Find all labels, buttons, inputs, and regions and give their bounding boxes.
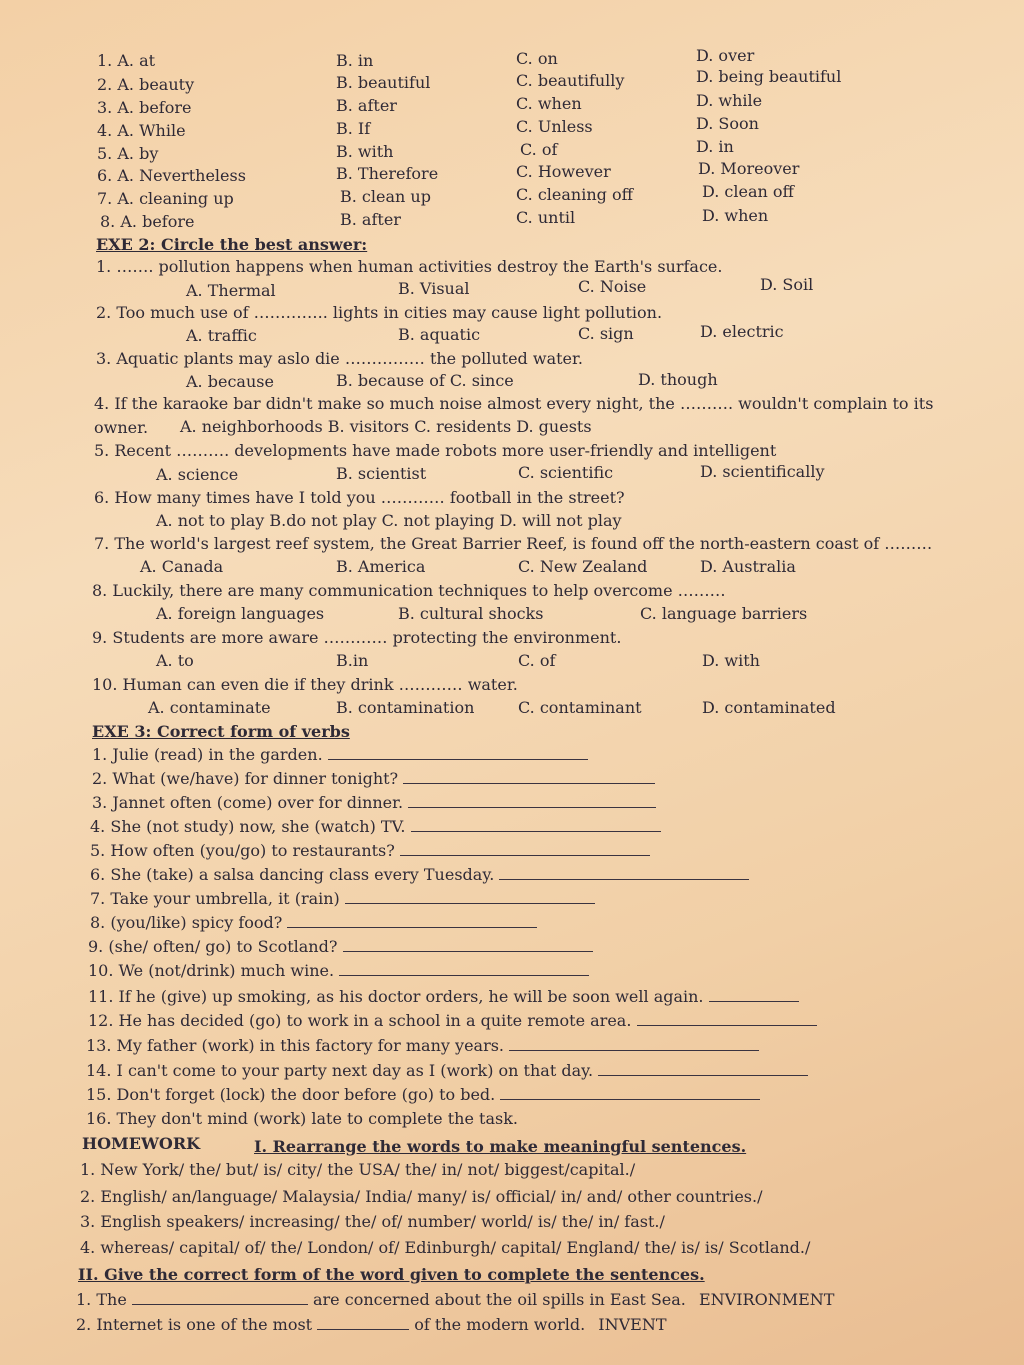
- ex2-option[interactable]: A. foreign languages: [156, 604, 325, 623]
- word-form-item: [76, 1290, 834, 1310]
- ex2-option[interactable]: C. language barriers: [640, 604, 808, 623]
- word-form-keyword: ENVIRONMENT: [698, 1290, 835, 1309]
- ex3-heading: EXE 3: Correct form of verbs: [92, 722, 350, 741]
- ex3-item: [90, 841, 650, 861]
- ex2-options[interactable]: A. neighborhoods B. visitors C. residents D. guests: [180, 417, 592, 436]
- ex2-question: 9. Students are more aware ………… protecting the environment.: [92, 628, 622, 647]
- answer-blank[interactable]: [328, 745, 588, 760]
- ex3-item-text: 5. How often (you/go) to restaurants?: [90, 841, 395, 860]
- ex3-item-text: 6. She (take) a salsa dancing class every Tuesday.: [90, 865, 495, 884]
- ex2-question: 1. ……. pollution happens when human activities destroy the Earth's surface.: [96, 257, 723, 276]
- ex1-option-a[interactable]: 2. A. beauty: [97, 75, 195, 94]
- ex1-option-a[interactable]: 8. A. before: [100, 212, 195, 231]
- ex1-option-b[interactable]: B. after: [336, 96, 397, 115]
- ex2-option[interactable]: A. contaminate: [148, 698, 271, 717]
- rearrange-item: 4. whereas/ capital/ of/ the/ London/ of/ Edinburgh/ capital/ England/ the/ is/ is/ Scotland./: [80, 1238, 811, 1257]
- ex3-item-text: 16. They don't mind (work) late to complete the task.: [86, 1109, 518, 1128]
- ex1-option-b[interactable]: B. beautiful: [336, 73, 431, 92]
- ex3-item: [86, 1085, 760, 1105]
- ex1-option-d[interactable]: D. over: [696, 46, 755, 65]
- homework-part2-heading: II. Give the correct form of the word given to complete the sentences.: [78, 1265, 705, 1284]
- ex2-option[interactable]: C. New Zealand: [518, 557, 648, 576]
- ex1-option-c[interactable]: C. when: [516, 94, 582, 113]
- ex3-item: [88, 937, 593, 957]
- ex3-item-text: 10. We (not/drink) much wine.: [88, 961, 335, 980]
- ex2-option[interactable]: D. electric: [700, 322, 784, 341]
- ex3-item: [88, 961, 589, 981]
- homework-part1-heading: I. Rearrange the words to make meaningful sentences.: [254, 1137, 747, 1156]
- ex2-question: 10. Human can even die if they drink ………… water.: [92, 675, 518, 694]
- ex3-item-text: 3. Jannet often (come) over for dinner.: [92, 793, 404, 812]
- ex1-option-a[interactable]: 6. A. Nevertheless: [97, 166, 246, 185]
- ex3-item: [90, 865, 749, 885]
- ex3-item: [90, 817, 661, 837]
- ex3-item: [86, 1109, 518, 1129]
- ex2-option[interactable]: B. contamination: [336, 698, 475, 717]
- ex3-item: [92, 745, 588, 765]
- ex3-item-text: 12. He has decided (go) to work in a school in a quite remote area.: [88, 1011, 632, 1030]
- ex2-option[interactable]: C. of: [518, 651, 556, 670]
- ex3-item: [86, 1061, 808, 1081]
- ex2-option[interactable]: D. with: [702, 651, 760, 670]
- ex2-options[interactable]: A. not to play B.do not play C. not playing D. will not play: [156, 511, 622, 530]
- ex1-option-d[interactable]: D. in: [696, 137, 734, 156]
- ex2-option[interactable]: A. to: [156, 651, 194, 670]
- homework-label: HOMEWORK: [82, 1134, 201, 1153]
- answer-blank[interactable]: [709, 987, 799, 1002]
- ex2-option[interactable]: B. America: [336, 557, 426, 576]
- ex1-option-d[interactable]: D. when: [702, 206, 769, 225]
- ex1-option-d[interactable]: D. Soon: [696, 114, 759, 133]
- answer-blank[interactable]: [499, 865, 749, 880]
- ex3-item-text: 9. (she/ often/ go) to Scotland?: [88, 937, 338, 956]
- ex1-option-c[interactable]: C. of: [520, 140, 558, 159]
- ex2-question-cont: owner.: [94, 418, 149, 437]
- answer-blank[interactable]: [403, 769, 655, 784]
- ex1-option-c[interactable]: C. on: [516, 49, 558, 68]
- answer-blank[interactable]: [637, 1011, 817, 1026]
- answer-blank[interactable]: [345, 889, 595, 904]
- word-form-text-end: of the modern world.: [414, 1315, 586, 1334]
- ex3-item-text: 7. Take your umbrella, it (rain): [90, 889, 340, 908]
- ex1-option-c[interactable]: C. until: [516, 208, 576, 227]
- answer-blank[interactable]: [598, 1061, 808, 1076]
- ex3-item: [92, 793, 656, 813]
- ex1-option-d[interactable]: D. clean off: [702, 182, 794, 201]
- word-form-text-start: 1. The: [76, 1290, 127, 1309]
- ex2-option[interactable]: D. Australia: [700, 557, 796, 576]
- ex3-item: [90, 913, 537, 933]
- ex2-option[interactable]: C. scientific: [518, 463, 614, 482]
- ex3-item: [88, 987, 799, 1007]
- ex2-question: 4. If the karaoke bar didn't make so much noise almost every night, the ………. wouldn't complain to its: [94, 394, 934, 413]
- ex3-item-text: 4. She (not study) now, she (watch) TV.: [90, 817, 406, 836]
- ex2-question: 3. Aquatic plants may aslo die …………… the polluted water.: [96, 349, 583, 368]
- ex3-item-text: 13. My father (work) in this factory for many years.: [86, 1036, 505, 1055]
- ex3-item: [88, 1011, 817, 1031]
- ex1-option-b[interactable]: B. after: [340, 210, 401, 229]
- ex1-option-c[interactable]: C. cleaning off: [516, 185, 633, 204]
- ex2-option[interactable]: A. Canada: [140, 557, 224, 576]
- ex2-option[interactable]: B. scientist: [336, 464, 427, 483]
- word-form-text-end: are concerned about the oil spills in East Sea.: [312, 1290, 686, 1309]
- ex2-question: 7. The world's largest reef system, the Great Barrier Reef, is found off the north-eastern coast of ………: [94, 534, 933, 553]
- word-form-item: [76, 1315, 667, 1335]
- ex1-option-d[interactable]: D. being beautiful: [696, 67, 842, 86]
- ex2-option[interactable]: B. because of C. since: [336, 371, 514, 390]
- ex2-option[interactable]: D. though: [638, 370, 718, 389]
- ex2-option[interactable]: D. contaminated: [702, 698, 836, 717]
- ex3-item-text: 2. What (we/have) for dinner tonight?: [92, 769, 399, 788]
- ex2-option[interactable]: A. science: [156, 465, 239, 484]
- ex1-option-a[interactable]: 4. A. While: [97, 121, 186, 140]
- ex2-option[interactable]: C. sign: [578, 324, 634, 343]
- answer-blank[interactable]: [509, 1036, 759, 1051]
- rearrange-item: 1. New York/ the/ but/ is/ city/ the USA/ the/ in/ not/ biggest/capital./: [80, 1160, 636, 1179]
- answer-blank[interactable]: [400, 841, 650, 856]
- ex2-heading: EXE 2: Circle the best answer:: [96, 235, 368, 254]
- answer-blank[interactable]: [132, 1290, 308, 1305]
- answer-blank[interactable]: [287, 913, 537, 928]
- ex2-option[interactable]: B. aquatic: [398, 325, 481, 344]
- ex2-option[interactable]: B. Visual: [398, 279, 470, 298]
- ex2-question: 8. Luckily, there are many communication techniques to help overcome ………: [92, 581, 726, 600]
- ex3-item-text: 14. I can't come to your party next day as I (work) on that day.: [86, 1061, 594, 1080]
- ex1-option-b[interactable]: B. in: [336, 51, 374, 70]
- ex3-item-text: 11. If he (give) up smoking, as his doctor orders, he will be soon well again.: [88, 987, 704, 1006]
- answer-blank[interactable]: [317, 1315, 409, 1330]
- ex3-item: [90, 889, 595, 909]
- ex2-question: 5. Recent ………. developments have made robots more user-friendly and intelligent: [94, 441, 777, 460]
- ex2-option[interactable]: D. scientifically: [700, 462, 825, 481]
- ex3-item-text: 8. (you/like) spicy food?: [90, 913, 283, 932]
- answer-blank[interactable]: [343, 937, 593, 952]
- answer-blank[interactable]: [411, 817, 661, 832]
- ex2-option[interactable]: D. Soil: [760, 275, 814, 294]
- ex2-question: 6. How many times have I told you ………… football in the street?: [94, 488, 625, 507]
- ex1-option-a[interactable]: 5. A. by: [97, 144, 159, 163]
- ex1-option-b[interactable]: B. Therefore: [336, 164, 439, 183]
- answer-blank[interactable]: [500, 1085, 760, 1100]
- ex2-option[interactable]: C. contaminant: [518, 698, 642, 717]
- ex3-item: [92, 769, 655, 789]
- ex1-option-c[interactable]: C. beautifully: [516, 71, 625, 90]
- rearrange-item: 3. English speakers/ increasing/ the/ of/ number/ world/ is/ the/ in/ fast./: [80, 1212, 665, 1231]
- ex2-option[interactable]: C. Noise: [578, 277, 647, 296]
- ex2-option[interactable]: A. Thermal: [186, 281, 276, 300]
- ex3-item-text: 1. Julie (read) in the garden.: [92, 745, 323, 764]
- ex3-item-text: 15. Don't forget (lock) the door before (go) to bed.: [86, 1085, 496, 1104]
- ex2-option[interactable]: B. cultural shocks: [398, 604, 544, 623]
- ex1-option-b[interactable]: B. with: [336, 142, 394, 161]
- word-form-text-start: 2. Internet is one of the most: [76, 1315, 313, 1334]
- ex1-option-a[interactable]: 3. A. before: [97, 98, 192, 117]
- ex1-option-d[interactable]: D. Moreover: [698, 159, 800, 178]
- ex1-option-b[interactable]: B. If: [336, 119, 371, 138]
- ex1-option-b[interactable]: B. clean up: [340, 187, 431, 206]
- ex2-option[interactable]: A. because: [186, 372, 274, 391]
- ex3-item: [86, 1036, 759, 1056]
- answer-blank[interactable]: [408, 793, 656, 808]
- ex1-option-d[interactable]: D. while: [696, 91, 763, 110]
- ex1-option-c[interactable]: C. Unless: [516, 117, 593, 136]
- word-form-keyword: INVENT: [598, 1315, 667, 1334]
- ex1-option-c[interactable]: C. However: [516, 162, 611, 181]
- ex2-option[interactable]: B.in: [336, 651, 369, 670]
- answer-blank[interactable]: [339, 961, 589, 976]
- ex2-option[interactable]: A. traffic: [186, 326, 257, 345]
- ex1-option-a[interactable]: 7. A. cleaning up: [97, 189, 234, 208]
- ex1-option-a[interactable]: 1. A. at: [97, 51, 156, 70]
- rearrange-item: 2. English/ an/language/ Malaysia/ India/ many/ is/ official/ in/ and/ other countries./: [80, 1187, 763, 1206]
- ex2-question: 2. Too much use of ………….. lights in cities may cause light pollution.: [96, 303, 663, 322]
